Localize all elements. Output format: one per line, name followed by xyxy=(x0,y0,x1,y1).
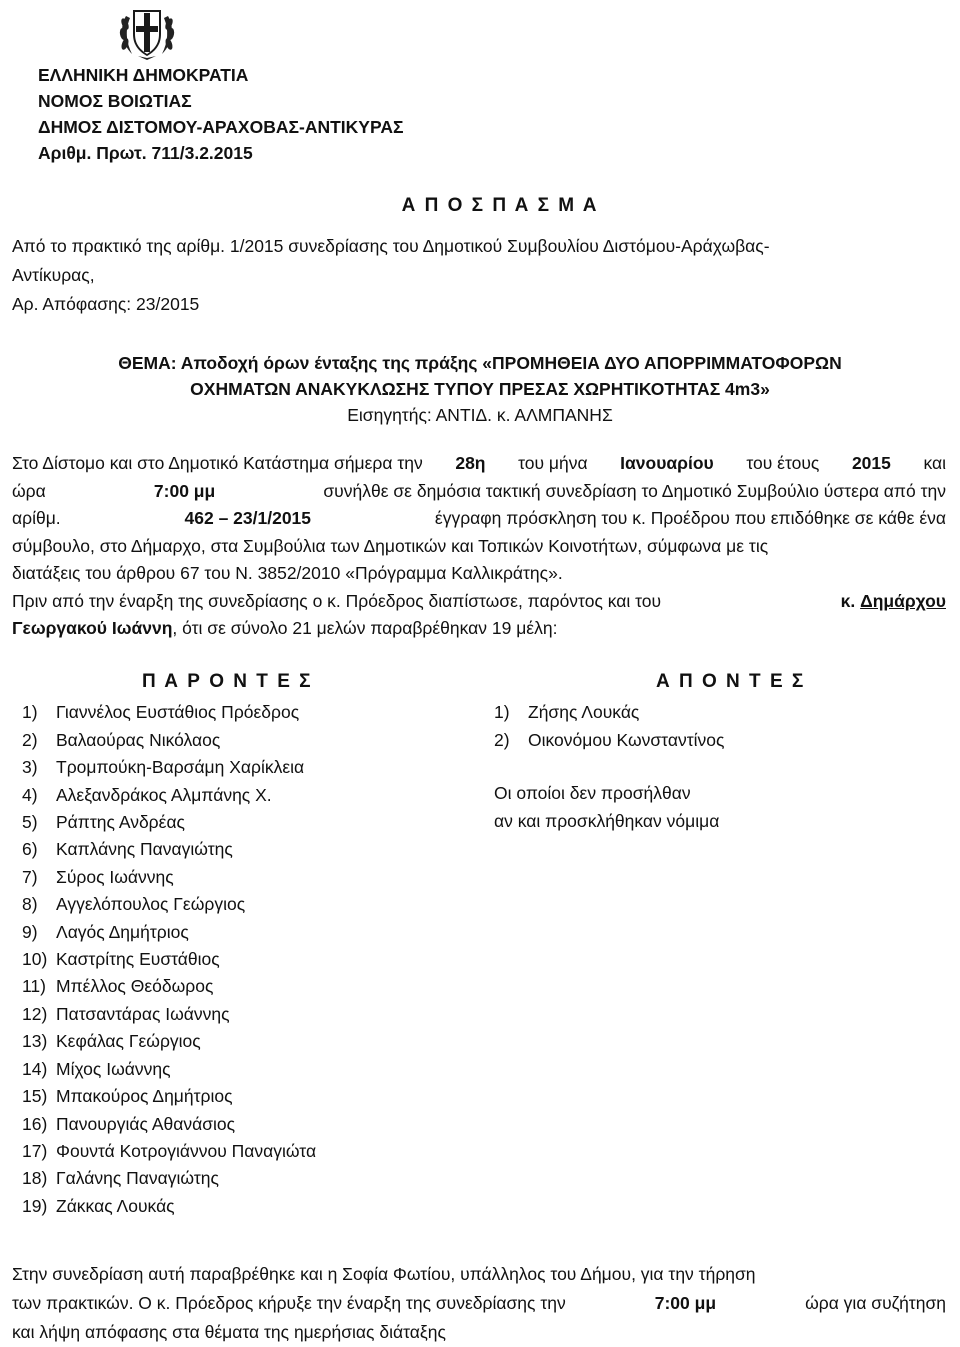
present-members-list xyxy=(22,668,316,1220)
member-name: Γαλάνης Παναγιώτης xyxy=(56,1168,219,1189)
present-heading: Π Α Ρ Ο Ν Τ Ε Σ xyxy=(142,671,313,692)
member-item xyxy=(22,782,316,809)
text: και xyxy=(923,453,946,473)
member-number: 10) xyxy=(22,949,48,970)
text: του έτους xyxy=(746,453,820,473)
member-number: 9) xyxy=(22,921,38,942)
closing-line xyxy=(12,1318,946,1347)
invitation-ref: 462 – 23/1/2015 xyxy=(184,508,312,528)
member-number: 15) xyxy=(22,1086,48,1107)
text: συνήλθε σε δημόσια τακτική συνεδρίαση το Δημοτικό Συμβούλιο ύστερα από την xyxy=(323,480,946,501)
country-name: ΕΛΛΗΝΙΚΗ ΔΗΜΟΚΡΑΤΙΑ xyxy=(38,65,249,85)
member-item xyxy=(22,1028,316,1055)
member-number: 1) xyxy=(22,702,38,723)
member-item xyxy=(22,809,316,836)
member-name: Μπακούρος Δημήτριος xyxy=(56,1086,233,1107)
member-name: Μπέλλος Θεόδωρος xyxy=(56,976,214,997)
body-line xyxy=(12,615,946,643)
closing-block xyxy=(12,1260,946,1347)
note-line: Οι οποίοι δεν προσήλθαν xyxy=(494,783,691,804)
member-item xyxy=(22,1056,316,1083)
subject-line: ΘΕΜΑ: Αποδοχή όρων ένταξης της πράξης «ΠΡΟΜΗΘΕΙΑ ΔΥΟ ΑΠΟΡΡΙΜΜΑΤΟΦΟΡΩΝ xyxy=(118,353,842,373)
member-name: Τρομπούκη-Βαρσάμη Χαρίκλεια xyxy=(56,757,305,778)
member-number: 4) xyxy=(22,784,38,805)
decision-number: Αρ. Απόφασης: 23/2015 xyxy=(12,294,200,314)
text: Στην συνεδρίαση αυτή παραβρέθηκε και η Σοφία Φωτίου, υπάλληλος του Δήμου, για την τήρηση xyxy=(12,1264,756,1284)
member-number: 8) xyxy=(22,894,38,915)
member-number: 18) xyxy=(22,1168,48,1189)
intro-line: Αντίκυρας, xyxy=(12,265,95,285)
document-header xyxy=(38,62,403,166)
member-number: 19) xyxy=(22,1195,48,1216)
meeting-body xyxy=(12,450,946,643)
body-line xyxy=(12,450,946,478)
absent-members-list xyxy=(494,668,805,835)
body-line xyxy=(12,560,946,588)
intro-block xyxy=(12,232,942,319)
member-item xyxy=(22,973,316,1000)
member-item xyxy=(22,1138,316,1165)
mayor-title: Δημάρχου xyxy=(860,590,946,611)
member-item xyxy=(22,1165,316,1192)
member-name: Πατσαντάρας Ιωάννης xyxy=(56,1003,230,1024)
member-number: 13) xyxy=(22,1031,48,1052)
meeting-time: 7:00 μμ xyxy=(153,480,216,501)
member-item xyxy=(494,699,805,726)
member-item xyxy=(22,864,316,891)
subject-line: ΟΧΗΜΑΤΩΝ ΑΝΑΚΥΚΛΩΣΗΣ ΤΥΠΟΥ ΠΡΕΣΑΣ ΧΩΡΗΤΙΚΟΤΗΤΑΣ 4m3» xyxy=(190,379,770,399)
meeting-day: 28η xyxy=(455,453,486,473)
text: έγγραφη πρόσκληση του κ. Προέδρου που επιδόθηκε σε κάθε ένα xyxy=(434,508,946,528)
member-number: 11) xyxy=(22,976,46,997)
member-item xyxy=(22,919,316,946)
member-name: Κεφάλας Γεώργιος xyxy=(56,1031,201,1052)
member-item xyxy=(22,836,316,863)
meeting-month: Ιανουαρίου xyxy=(620,453,714,473)
member-item xyxy=(22,1193,316,1220)
member-name: Πανουργιάς Αθανάσιος xyxy=(56,1113,236,1134)
member-name: Λαγός Δημήτριος xyxy=(56,921,189,942)
member-item xyxy=(494,727,805,754)
member-name: Ράπτης Ανδρέας xyxy=(56,812,185,833)
text: σύμβουλο, στο Δήμαρχο, στα Συμβούλια των Δημοτικών και Τοπικών Κοινοτήτων, σύμφωνα με τις xyxy=(12,535,769,556)
member-name: Οικονόμου Κωνσταντίνος xyxy=(528,729,725,750)
member-name: Μίχος Ιωάννης xyxy=(56,1058,171,1079)
mayor-name: Γεωργακού Ιωάννη xyxy=(12,618,173,638)
absence-note xyxy=(494,780,805,835)
member-number: 5) xyxy=(22,812,38,833)
note-line: αν και προσκλήθηκαν νόμιμα xyxy=(494,810,720,831)
text: του μήνα xyxy=(518,453,588,473)
member-name: Καστρίτης Ευστάθιος xyxy=(56,949,220,970)
member-item xyxy=(22,727,316,754)
member-name: Βαλαούρας Νικόλαος xyxy=(56,729,221,750)
text: των πρακτικών. Ο κ. Πρόεδρος κήρυξε την έναρξη της συνεδρίασης την xyxy=(12,1293,566,1313)
member-item xyxy=(22,1111,316,1138)
member-item xyxy=(22,891,316,918)
member-number: 16) xyxy=(22,1113,48,1134)
municipality-name: ΔΗΜΟΣ ΔΙΣΤΟΜΟΥ-ΑΡΑΧΟΒΑΣ-ΑΝΤΙΚΥΡΑΣ xyxy=(38,117,404,137)
text: Στο Δίστομο και στο Δημοτικό Κατάστημα σήμερα την xyxy=(12,453,423,473)
body-line xyxy=(12,533,946,561)
closing-line xyxy=(12,1260,946,1289)
member-number: 14) xyxy=(22,1058,48,1079)
member-name: Φουντά Κοτρογιάννου Παναγιώτα xyxy=(56,1140,317,1161)
text: ώρα xyxy=(12,480,46,501)
member-number: 3) xyxy=(22,757,38,778)
member-item xyxy=(22,754,316,781)
member-number: 6) xyxy=(22,839,38,860)
text: αρίθμ. xyxy=(12,508,61,528)
text: ώρα για συζήτηση xyxy=(805,1293,946,1313)
member-name: Ζήσης Λουκάς xyxy=(528,702,640,723)
member-number: 1) xyxy=(494,702,510,723)
member-number: 12) xyxy=(22,1003,48,1024)
member-name: Αγγελόπουλος Γεώργιος xyxy=(56,894,246,915)
member-name: Σύρος Ιωάννης xyxy=(56,866,174,887)
meeting-time: 7:00 μμ xyxy=(654,1293,717,1313)
absent-heading: Α Π Ο Ν Τ Ε Σ xyxy=(656,671,806,692)
rapporteur: Εισηγητής: ΑΝΤΙΔ. κ. ΑΛΜΠΑΝΗΣ xyxy=(347,405,613,425)
member-number: 2) xyxy=(494,729,510,750)
member-item xyxy=(22,946,316,973)
member-item xyxy=(22,1083,316,1110)
greek-emblem-icon xyxy=(116,4,178,62)
protocol-number: Αριθμ. Πρωτ. 711/3.2.2015 xyxy=(38,143,253,163)
member-name: Αλεξανδράκος Αλμπάνης Χ. xyxy=(56,784,272,805)
body-line xyxy=(12,505,946,533)
member-number: 2) xyxy=(22,729,38,750)
member-name: Καπλάνης Παναγιώτης xyxy=(56,839,233,860)
intro-line: Από το πρακτικό της αρίθμ. 1/2015 συνεδρίασης του Δημοτικού Συμβουλίου Διστόμου-Αράχωβας- xyxy=(12,236,770,256)
closing-line xyxy=(12,1289,946,1318)
prefecture-name: ΝΟΜΟΣ ΒΟΙΩΤΙΑΣ xyxy=(38,91,192,111)
subject-block xyxy=(0,350,960,428)
text: και λήψη απόφασης στα θέματα της ημερήσιας διάταξης xyxy=(12,1322,446,1342)
meeting-year: 2015 xyxy=(851,453,891,473)
member-item xyxy=(22,699,316,726)
text: διατάξεις του άρθρου 67 του Ν. 3852/2010 «Πρόγραμμα Καλλικράτης». xyxy=(12,563,563,583)
document-title: Α Π Ο Σ Π Α Σ Μ Α xyxy=(401,195,599,216)
body-line xyxy=(12,588,946,616)
member-name: Ζάκκας Λουκάς xyxy=(56,1195,175,1216)
member-number: 17) xyxy=(22,1140,48,1161)
member-name: Γιαννέλος Ευστάθιος Πρόεδρος xyxy=(56,702,300,723)
text: , ότι σε σύνολο 21 μελών παραβρέθηκαν 19 μέλη: xyxy=(172,618,558,638)
text: Πριν από την έναρξη της συνεδρίασης ο κ. Πρόεδρος διαπίστωσε, παρόντος και του xyxy=(12,590,662,611)
member-number: 7) xyxy=(22,866,38,887)
member-item xyxy=(22,1001,316,1028)
text: κ. xyxy=(840,590,856,611)
body-line xyxy=(12,478,946,506)
